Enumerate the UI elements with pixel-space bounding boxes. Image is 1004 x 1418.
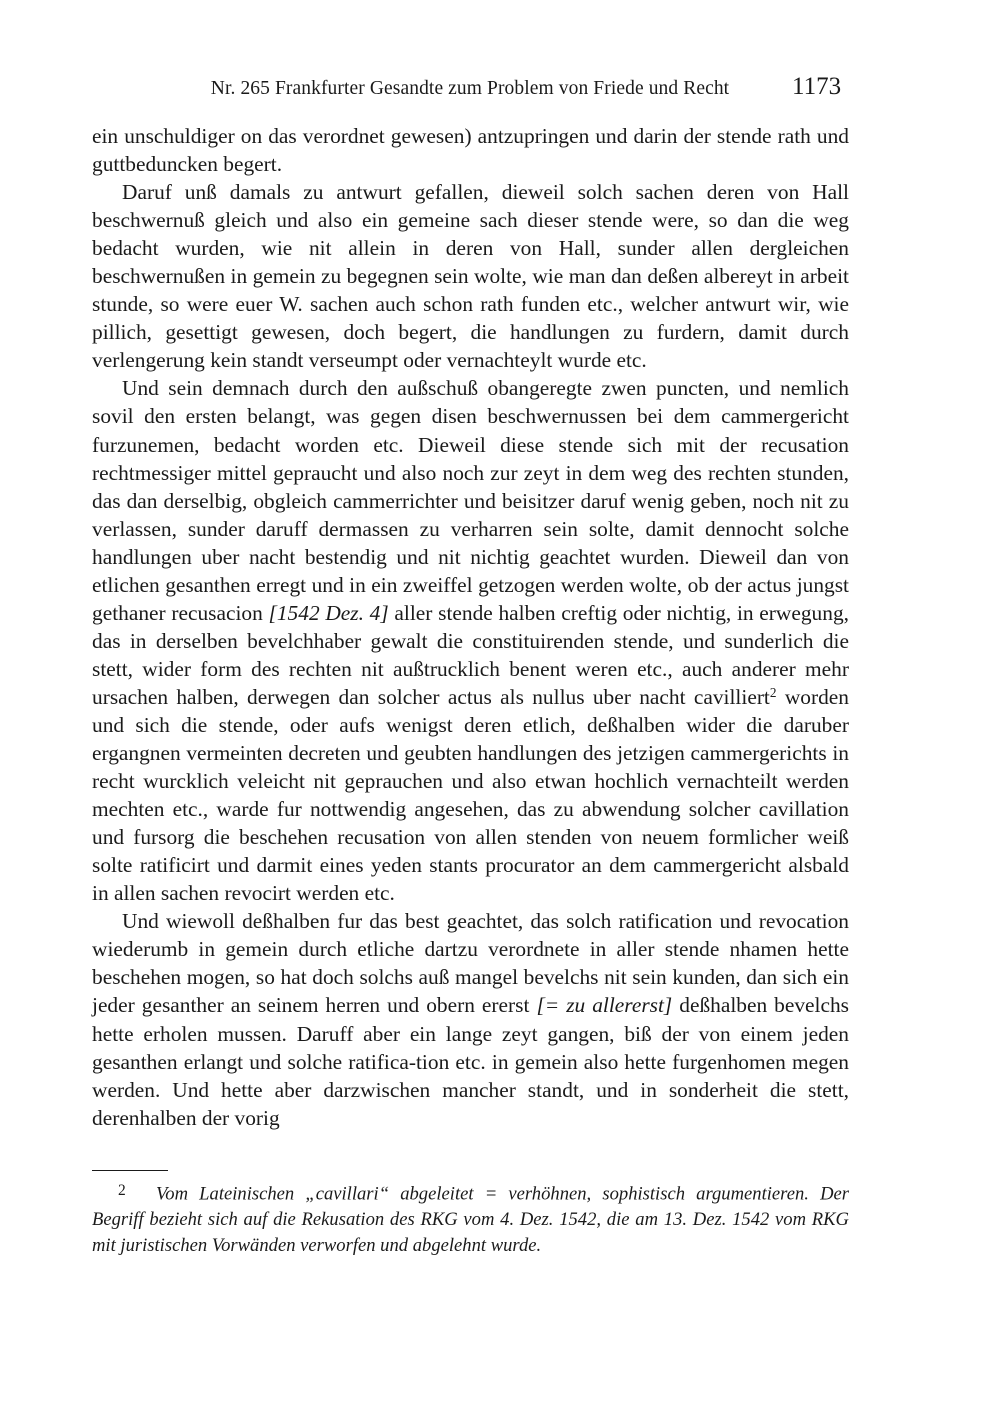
paragraph: ein unschuldiger on das verordnet gewesen) antzupringen und darin der stende rath und guttbeduncken begert. xyxy=(92,124,849,177)
paragraph: Und wiewoll deßhalben fur das best geachtet, das solch ratification und revocation wiederumb in gemein durch etliche dartzu verordnete in aller stende nhamen hette beschehen mogen, so hat doch solchs auß mangel bevelchs nit sein kunden, dan sich ein jeder gesanther an seinem herren und obern ererst [= zu allererst] deßhalben bevelchs hette erholen mussen. Daruff aber ein lange zeyt gangen, biß der von einem jeden gesanthen erlangt und solche ratifica-tion etc. in gemein also hette furgenhomen megen werden. Und hette aber darzwischen mancher standt, und in sonderheit die stett, derenhalben der vorig xyxy=(92,909,849,1130)
footnote-separator-rule xyxy=(92,1170,168,1171)
paragraph: Daruf unß damals zu antwurt gefallen, dieweil solch sachen deren von Hall beschwernuß gleich und also ein gemeine sach dieser stende were, so dan die weg bedacht wurden, wie nit allein in deren von Hall, sunder allen dergleichen beschwernußen in gemein zu begegnen sein wolte, wie man dan deßen albereyt in arbeit stunde, so were euer W. sachen auch schon rath funden etc., welcher antwurt wir, wie pillich, gesettigt gewesen, doch begert, die handlungen zu furdern, damit durch verlengerung kein standt verseumpt oder vernachteylt wurde etc. xyxy=(92,180,849,373)
footnote-number[interactable]: 2 xyxy=(118,1182,126,1199)
body-text-block xyxy=(92,122,849,1132)
page-number: 1173 xyxy=(792,73,842,100)
paragraph: Und sein demnach durch den außschuß obangeregte zwen puncten, und nemlich sovil den ersten belangt, was gegen disen beschwernussen bei dem cammergericht furzunemen, bedacht worden etc. Dieweil diese stende sich mit der recusation rechtmessiger mittel gepraucht und also noch zur zeyt in dem weg des rechten stunden, das dan derselbig, obgleich cammerrichter und beisitzer daruf wenig geben, noch nit zu verlassen, sunder daruff dermassen zu verharren sein solte, damit dennocht solche handlungen uber nacht bestendig und nit nichtig geachtet wurden. Dieweil dan von etlichen gesanthen erregt und in ein zweiffel getzogen werden wolte, ob der actus jungst gethaner recusacion [1542 Dez. 4] aller stende halben creftig oder nichtig, in erwegung, das in derselben bevelchhaber gewalt die constituirenden stende, und sunderlich die stett, wider form des rechten nit außtrucklich benent weren etc., auch anderer mehr ursachen halben, derwegen dan solcher actus als nullus uber nacht cavilliert$^2$ worden und sich die stende, oder aufs wenigst deren etlich, deßhalben wider die daruber ergangnen vermeinten decreten und geubten handlungen des jetzigen cammergerichts in recht wurcklich veleicht nit geprauchen und also etwan hochlich vernachteilt werden mechten etc., warde fur nottwendig angesehen, das zu abwendung solcher cavillation und fursorg die beschehen recusation von allen stenden von neuem formlicher weiß solte ratificirt und darmit eines yeden stants procurator an dem cammergericht alsbald in allen sachen revocirt werden etc. xyxy=(92,376,850,906)
running-head xyxy=(92,76,848,106)
footnote-apparatus xyxy=(92,1170,849,1258)
editorial-insertion: [= zu allererst] xyxy=(536,993,673,1018)
footnote-reference-marker[interactable]: 2 xyxy=(769,685,777,701)
footnote: 2 Vom Lateinischen „cavillari“ abgeleitet = verhöhnen, sophistisch argumentieren. Der Begriff bezieht sich auf die Rekusation des RKG vom 4. Dez. 1542, die am 13. Dez. 1542 vom RKG mit juristischen Vorwänden verworfen und abgelehnt wurde. xyxy=(92,1178,849,1258)
editorial-insertion: [1542 Dez. 4] xyxy=(268,600,389,625)
running-head-title: Nr. 265 Frankfurter Gesandte zum Problem von Friede und Recht xyxy=(210,78,730,99)
